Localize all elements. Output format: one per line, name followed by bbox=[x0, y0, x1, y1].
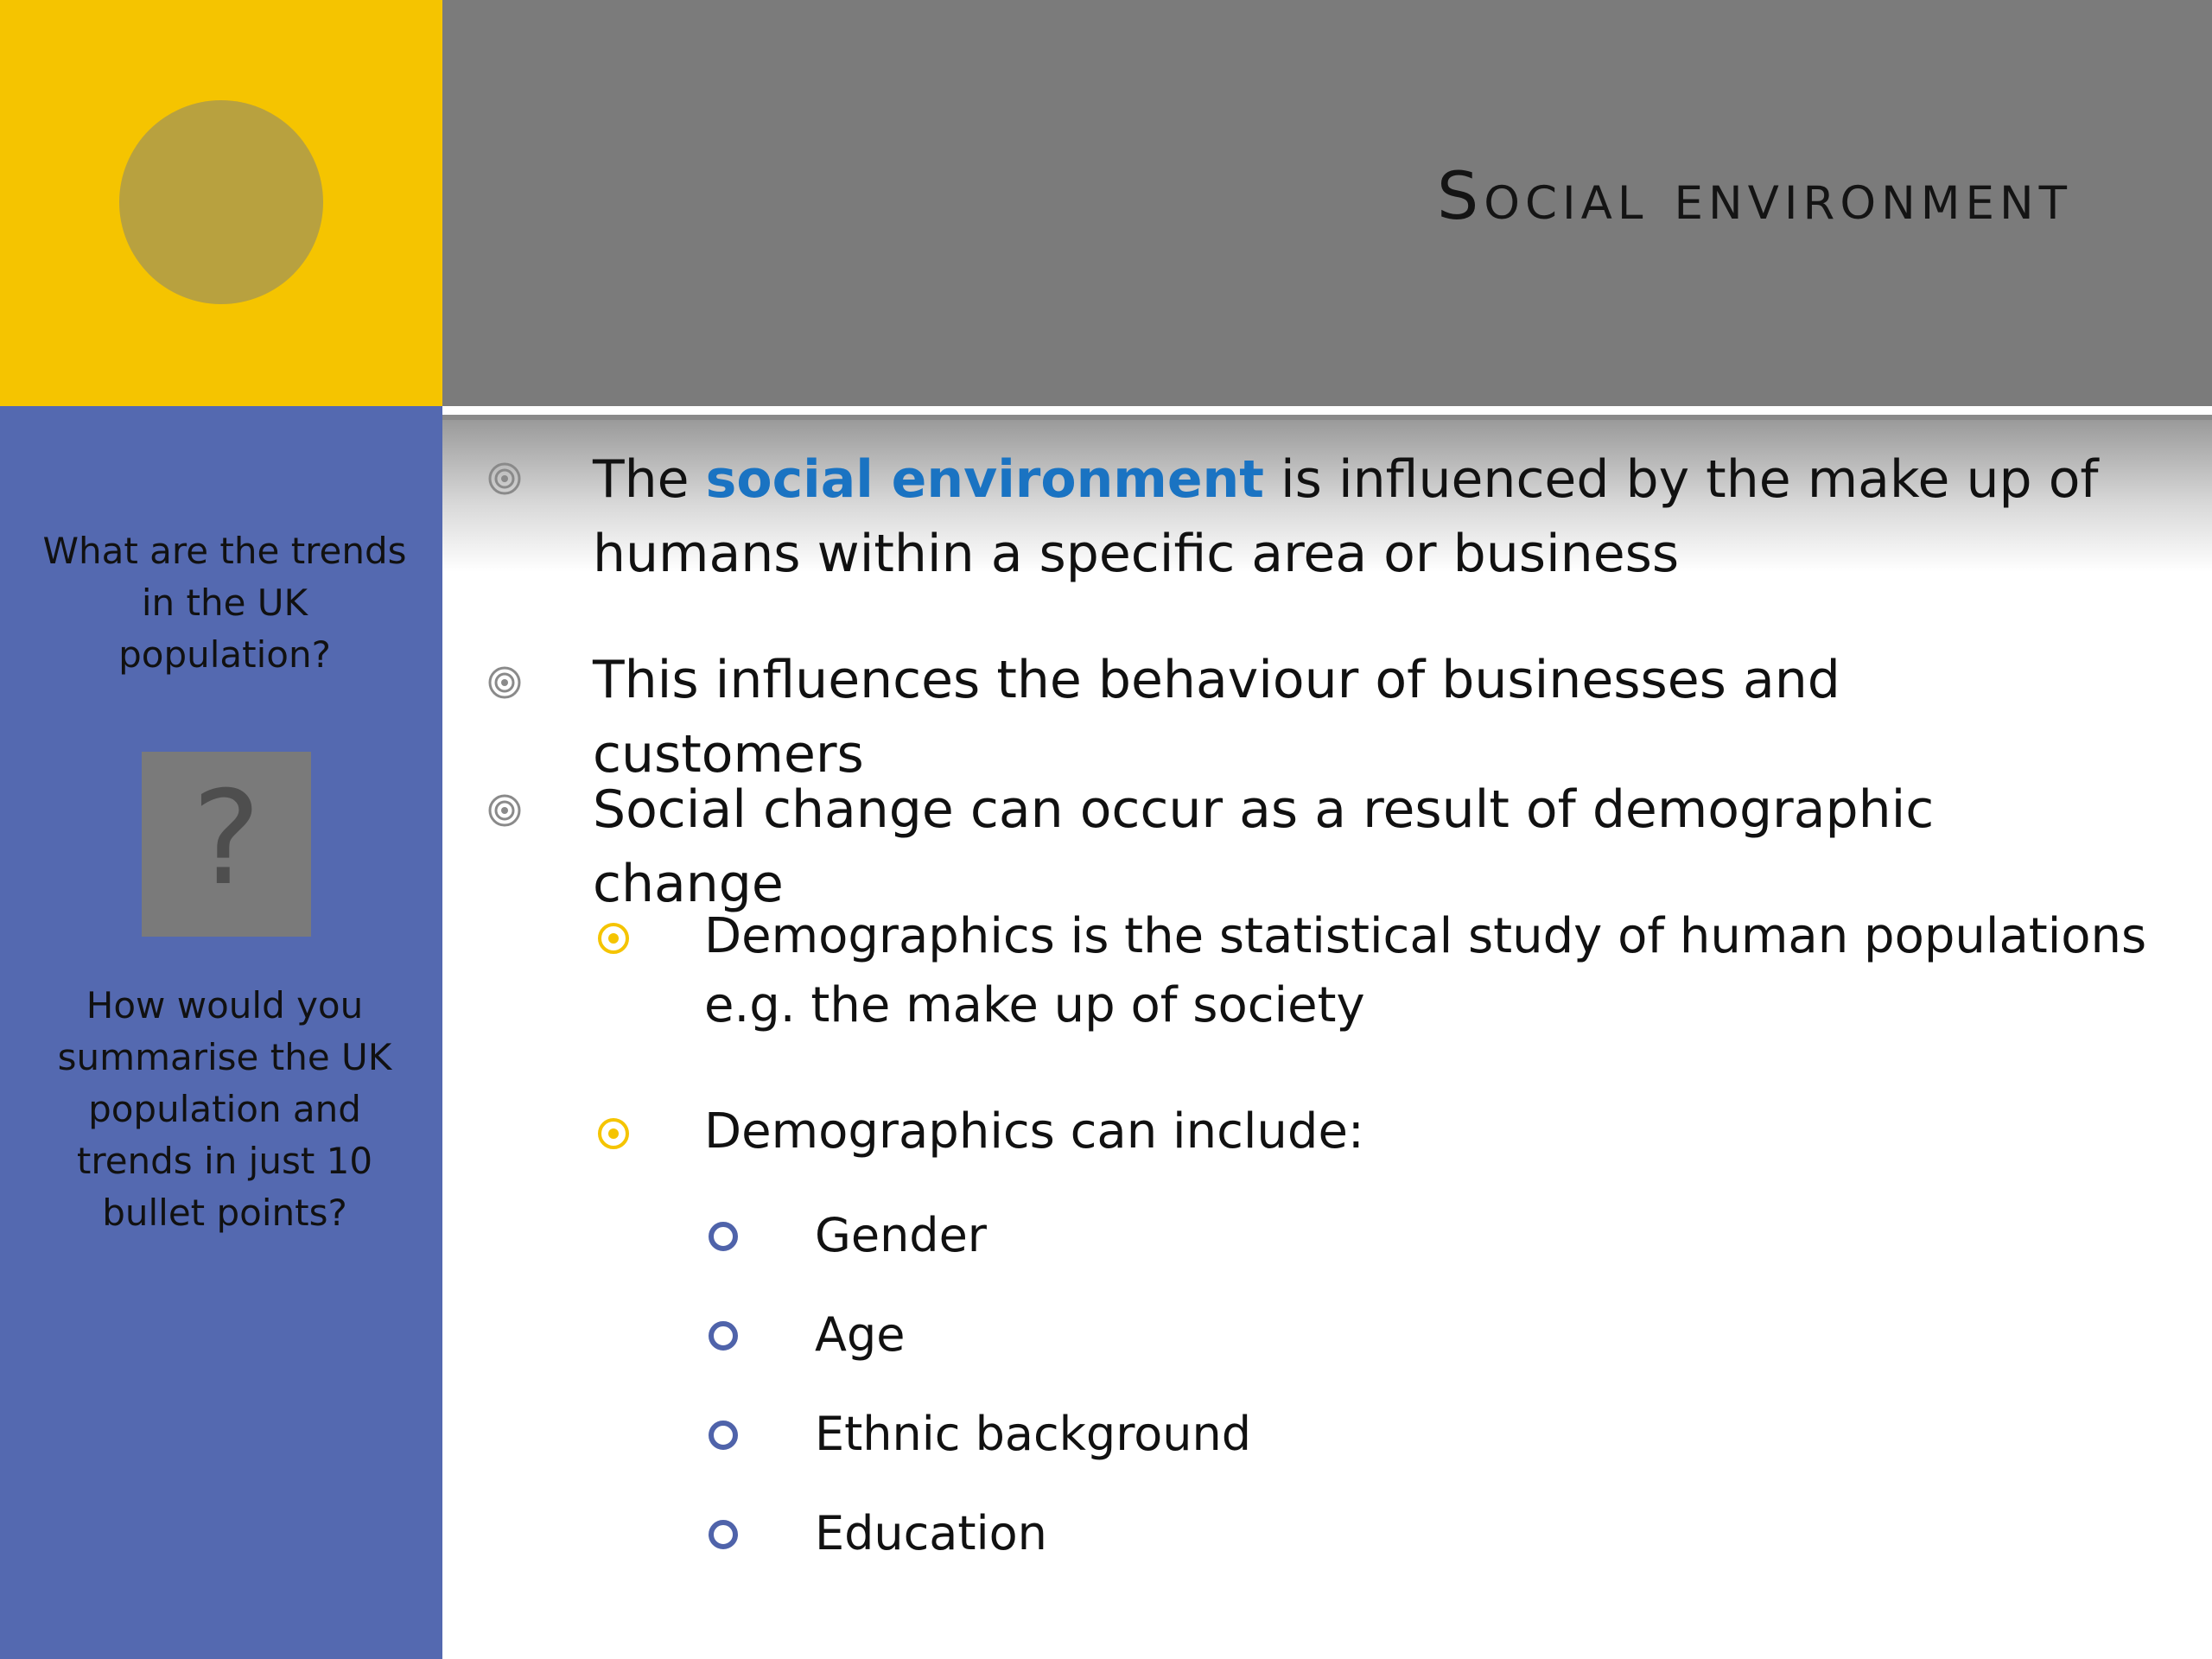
question-mark-icon: ? bbox=[192, 764, 261, 914]
sub-bullet-demographics-definition: Demographics is the statistical study of human populations e.g. the make up of society bbox=[704, 908, 2147, 1033]
target-bullet-icon bbox=[487, 461, 522, 496]
list-item: Ethnic background bbox=[815, 1407, 1251, 1461]
slide-title: Social environment bbox=[1437, 157, 2072, 234]
title-band bbox=[442, 0, 2212, 406]
ring-bullet-icon bbox=[707, 1518, 740, 1551]
list-item: Age bbox=[815, 1307, 906, 1362]
bullet-social-environment bbox=[593, 442, 2113, 591]
bullet-text-suffix: is influenced by the make up of humans within a specific area or business bbox=[593, 449, 2099, 584]
target-bullet-icon bbox=[487, 665, 522, 700]
bullet-behaviour: This influences the behaviour of businesses and customers bbox=[593, 650, 1840, 785]
circle-dot-bullet-icon bbox=[596, 921, 631, 956]
sub-bullet-demographics-include: Demographics can include: bbox=[704, 1103, 1364, 1160]
bullet-social-change: Social change can occur as a result of demographic change bbox=[593, 779, 1935, 914]
bullet-text-prefix: The bbox=[593, 449, 706, 510]
question-mark-placeholder bbox=[142, 752, 311, 937]
target-bullet-icon bbox=[487, 793, 522, 828]
highlight-term: social environment bbox=[705, 449, 1264, 510]
sidebar-question-trends: What are the trends in the UK population? bbox=[42, 530, 407, 676]
title-divider bbox=[442, 406, 2212, 415]
decorative-circle bbox=[119, 100, 323, 304]
corner-decoration bbox=[0, 0, 442, 406]
ring-bullet-icon bbox=[707, 1220, 740, 1253]
sidebar-question-summary: How would you summarise the UK population and trends in just 10 bullet points? bbox=[57, 984, 392, 1234]
ring-bullet-icon bbox=[707, 1419, 740, 1452]
list-item: Gender bbox=[815, 1208, 987, 1262]
list-item: Education bbox=[815, 1506, 1047, 1560]
circle-dot-bullet-icon bbox=[596, 1116, 631, 1151]
ring-bullet-icon bbox=[707, 1319, 740, 1352]
